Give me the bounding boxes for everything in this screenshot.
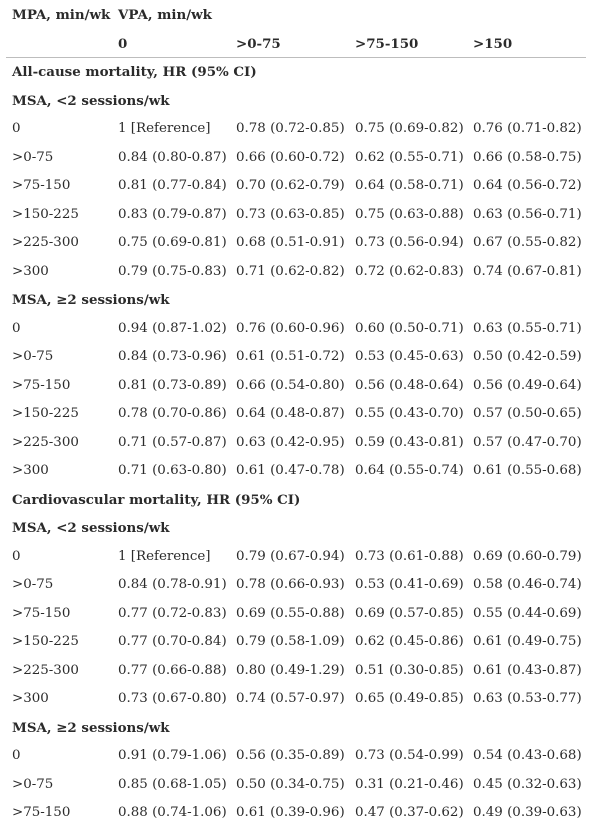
hr-value: 0.55 (0.44-0.69): [473, 605, 582, 621]
table-row: [0, 258, 600, 287]
table-body: [0, 58, 600, 828]
hr-value: 0.72 (0.62-0.83): [355, 263, 464, 279]
table-row: [0, 429, 600, 458]
hr-value: 0.62 (0.55-0.71): [355, 149, 464, 165]
table-row: [0, 543, 600, 572]
mpa-value: >0-75: [12, 349, 54, 364]
mpa-value: >300: [12, 263, 49, 279]
table-header-row-2: [0, 30, 600, 58]
hr-value: 0.31 (0.21-0.46): [355, 776, 464, 792]
hr-value: 0.66 (0.58-0.75): [473, 149, 582, 165]
hr-value: 0.71 (0.63-0.80): [118, 463, 227, 478]
hr-value: 0.53 (0.45-0.63): [355, 349, 464, 364]
hr-value: 0.71 (0.57-0.87): [118, 434, 227, 450]
mpa-value: >0-75: [12, 577, 54, 592]
hr-value: 0.69 (0.55-0.88): [236, 605, 345, 621]
hr-value: 0.91 (0.79-1.06): [118, 748, 227, 763]
hr-value: 0.73 (0.63-0.85): [236, 206, 345, 222]
table-row: [0, 372, 600, 401]
hr-value: 0.81 (0.77-0.84): [118, 178, 227, 193]
hr-value: 0.51 (0.30-0.85): [355, 662, 464, 678]
group-title: MSA, ≥2 sessions/wk: [12, 292, 170, 308]
table-row: [0, 229, 600, 258]
hr-value: 0.56 (0.35-0.89): [236, 748, 345, 763]
mpa-value: 0: [12, 748, 21, 763]
hr-value: 0.61 (0.51-0.72): [236, 349, 345, 364]
mpa-value: >150-225: [12, 206, 79, 222]
table-row: [0, 742, 600, 771]
hr-value: 0.77 (0.66-0.88): [118, 662, 227, 678]
hr-value: 0.55 (0.43-0.70): [355, 406, 464, 421]
table-header-row-1: [0, 0, 600, 30]
hr-value: 0.60 (0.50-0.71): [355, 320, 464, 336]
hr-value: 0.62 (0.45-0.86): [355, 634, 464, 649]
table-row: [0, 799, 600, 828]
hr-value: 0.69 (0.57-0.85): [355, 605, 464, 621]
hr-value: 1 [Reference]: [118, 121, 211, 136]
hr-value: 0.64 (0.48-0.87): [236, 406, 345, 421]
section-title-row: [0, 486, 600, 515]
section-title: Cardiovascular mortality, HR (95% CI): [12, 491, 301, 508]
hr-value: 0.81 (0.73-0.89): [118, 377, 227, 393]
hr-value: 0.66 (0.60-0.72): [236, 149, 345, 165]
hr-value: 0.78 (0.66-0.93): [236, 577, 345, 592]
vpa-col-150-plus: >150: [473, 36, 513, 52]
hr-value: 0.69 (0.60-0.79): [473, 548, 582, 564]
table-row: [0, 628, 600, 657]
hr-value: 0.73 (0.54-0.99): [355, 748, 464, 763]
hr-value: 0.79 (0.58-1.09): [236, 634, 345, 649]
hr-value: 0.94 (0.87-1.02): [118, 320, 227, 336]
hr-value: 0.85 (0.68-1.05): [118, 776, 227, 792]
group-title: MSA, <2 sessions/wk: [12, 520, 170, 536]
hr-value: 0.63 (0.56-0.71): [473, 206, 582, 222]
mpa-value: >225-300: [12, 434, 79, 450]
hr-value: 0.63 (0.42-0.95): [236, 434, 345, 450]
group-title-row: [0, 286, 600, 315]
table-row: [0, 571, 600, 600]
vpa-col-0-75: >0-75: [236, 36, 281, 52]
table-row: [0, 144, 600, 173]
hr-value: 0.50 (0.34-0.75): [236, 776, 345, 792]
hr-value: 0.61 (0.47-0.78): [236, 463, 345, 478]
mpa-value: >75-150: [12, 605, 71, 621]
hr-value: 0.58 (0.46-0.74): [473, 577, 582, 592]
section-title-row: [0, 58, 600, 87]
group-title-row: [0, 714, 600, 743]
mpa-value: 0: [12, 548, 21, 564]
hr-value: 0.68 (0.51-0.91): [236, 235, 345, 250]
hr-value: 0.88 (0.74-1.06): [118, 805, 227, 820]
hr-value: 0.84 (0.80-0.87): [118, 149, 227, 165]
hr-value: 0.50 (0.42-0.59): [473, 349, 582, 364]
mpa-value: >300: [12, 463, 49, 478]
hr-value: 0.74 (0.67-0.81): [473, 263, 582, 279]
hr-value: 0.59 (0.43-0.81): [355, 434, 464, 450]
hr-value: 0.75 (0.69-0.81): [118, 235, 227, 250]
hr-value: 0.73 (0.67-0.80): [118, 691, 227, 706]
mpa-value: >0-75: [12, 776, 54, 792]
mpa-value: >300: [12, 691, 49, 706]
mpa-value: >75-150: [12, 805, 71, 820]
group-title-row: [0, 87, 600, 116]
hr-value: 0.84 (0.73-0.96): [118, 349, 227, 364]
hr-value: 0.66 (0.54-0.80): [236, 377, 345, 393]
hr-value: 0.75 (0.63-0.88): [355, 206, 464, 222]
table-row: [0, 685, 600, 714]
hr-value: 0.53 (0.41-0.69): [355, 577, 464, 592]
hr-value: 0.65 (0.49-0.85): [355, 691, 464, 706]
table-row: [0, 600, 600, 629]
hr-value: 0.64 (0.58-0.71): [355, 178, 464, 193]
mpa-value: >75-150: [12, 178, 71, 193]
group-title: MSA, <2 sessions/wk: [12, 92, 170, 109]
table-row: [0, 657, 600, 686]
table-row: [0, 343, 600, 372]
table-row: [0, 315, 600, 344]
table-row: [0, 201, 600, 230]
mpa-value: >150-225: [12, 406, 79, 421]
hr-value: 0.61 (0.49-0.75): [473, 634, 582, 649]
hr-value: 0.57 (0.50-0.65): [473, 406, 582, 421]
hr-value: 0.83 (0.79-0.87): [118, 206, 227, 222]
mpa-value: >75-150: [12, 377, 71, 393]
hr-value: 0.63 (0.53-0.77): [473, 691, 582, 706]
hr-value: 0.63 (0.55-0.71): [473, 320, 582, 336]
hr-value: 0.54 (0.43-0.68): [473, 748, 582, 763]
hr-value: 0.76 (0.71-0.82): [473, 121, 582, 136]
hr-value: 0.64 (0.56-0.72): [473, 178, 582, 193]
hr-value: 0.47 (0.37-0.62): [355, 805, 464, 820]
mpa-value: >0-75: [12, 149, 54, 165]
table-row: [0, 172, 600, 201]
hr-value: 0.70 (0.62-0.79): [236, 178, 345, 193]
mpa-value: 0: [12, 320, 21, 336]
hr-value: 0.49 (0.39-0.63): [473, 805, 582, 820]
hr-value: 0.64 (0.55-0.74): [355, 463, 464, 478]
hr-value: 0.84 (0.78-0.91): [118, 577, 227, 592]
group-title-row: [0, 514, 600, 543]
hr-value: 0.74 (0.57-0.97): [236, 691, 345, 706]
hr-value: 0.61 (0.43-0.87): [473, 662, 582, 678]
mpa-value: >225-300: [12, 662, 79, 678]
group-title: MSA, ≥2 sessions/wk: [12, 719, 170, 736]
mpa-value: >150-225: [12, 634, 79, 649]
hr-value: 0.76 (0.60-0.96): [236, 320, 345, 336]
hr-value: 0.73 (0.56-0.94): [355, 235, 464, 250]
hr-value: 0.78 (0.70-0.86): [118, 406, 227, 421]
hr-value: 0.67 (0.55-0.82): [473, 235, 582, 250]
vpa-col-0: 0: [118, 36, 128, 52]
hr-value: 0.71 (0.62-0.82): [236, 263, 345, 279]
hr-value: 1 [Reference]: [118, 548, 211, 564]
mpa-value: 0: [12, 121, 21, 136]
hr-value: 0.78 (0.72-0.85): [236, 121, 345, 136]
hr-value: 0.79 (0.67-0.94): [236, 548, 345, 564]
table-row: [0, 771, 600, 800]
hr-value: 0.61 (0.55-0.68): [473, 463, 582, 478]
hr-value: 0.61 (0.39-0.96): [236, 805, 345, 820]
hr-value: 0.56 (0.49-0.64): [473, 377, 582, 393]
section-title: All-cause mortality, HR (95% CI): [12, 64, 257, 80]
hr-value: 0.79 (0.75-0.83): [118, 263, 227, 279]
table-row: [0, 457, 600, 486]
hr-value: 0.73 (0.61-0.88): [355, 548, 464, 564]
hr-value: 0.75 (0.69-0.82): [355, 121, 464, 136]
hr-value: 0.56 (0.48-0.64): [355, 377, 464, 393]
hr-value: 0.57 (0.47-0.70): [473, 434, 582, 450]
hr-value: 0.45 (0.32-0.63): [473, 776, 582, 792]
table-row: [0, 400, 600, 429]
hr-value: 0.77 (0.72-0.83): [118, 605, 227, 621]
mpa-value: >225-300: [12, 235, 79, 250]
mpa-column-header: MPA, min/wk: [12, 7, 111, 23]
hr-value: 0.77 (0.70-0.84): [118, 634, 227, 649]
vpa-col-75-150: >75-150: [355, 36, 419, 52]
vpa-column-header: VPA, min/wk: [118, 7, 212, 23]
hr-value: 0.80 (0.49-1.29): [236, 662, 345, 678]
table-row: [0, 115, 600, 144]
